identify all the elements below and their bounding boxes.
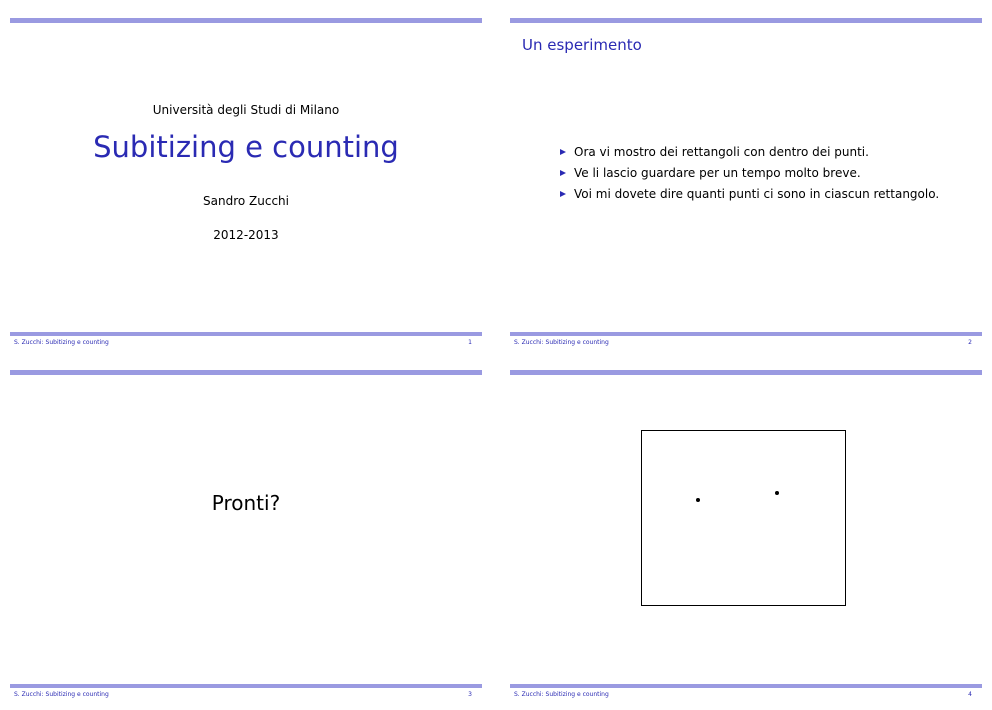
slide-4 [510, 370, 982, 710]
slide-1 [10, 18, 482, 358]
footer-bar [510, 684, 982, 688]
list-item [560, 162, 939, 183]
footer-title: S. Zucchi: Subitizing e counting [14, 339, 109, 346]
prompt-text: Pronti? [211, 491, 281, 515]
frame-title: Un esperimento [522, 36, 642, 54]
slide-2 [510, 18, 982, 358]
list-item [560, 183, 939, 204]
bullet-list [560, 141, 939, 204]
slide-3 [10, 370, 482, 710]
bullet-triangle-icon [560, 170, 566, 176]
footer-title: S. Zucchi: Subitizing e counting [14, 691, 109, 698]
bullet-text: Voi mi dovete dire quanti punti ci sono in ciascun rettangolo. [574, 186, 940, 201]
author-name: Sandro Zucchi [203, 194, 289, 208]
footer-bar [10, 684, 482, 688]
institution-name: Università degli Studi di Milano [152, 103, 340, 117]
bullet-text: Ve li lascio guardare per un tempo molto breve. [574, 165, 861, 180]
dot-rectangle [641, 430, 846, 606]
header-bar [510, 370, 982, 375]
footer-bar [10, 332, 482, 336]
presentation-title: Subitizing e counting [93, 130, 399, 164]
bullet-triangle-icon [560, 149, 566, 155]
dot [775, 491, 779, 495]
header-bar [10, 18, 482, 23]
page-number: 1 [468, 339, 472, 346]
presentation-date: 2012-2013 [213, 228, 279, 242]
footer-title: S. Zucchi: Subitizing e counting [514, 339, 609, 346]
page-number: 2 [968, 339, 972, 346]
list-item [560, 141, 939, 162]
dot [696, 498, 700, 502]
page-number: 3 [468, 691, 472, 698]
header-bar [510, 18, 982, 23]
header-bar [10, 370, 482, 375]
bullet-triangle-icon [560, 191, 566, 197]
bullet-text: Ora vi mostro dei rettangoli con dentro dei punti. [574, 144, 869, 159]
footer-bar [510, 332, 982, 336]
footer-title: S. Zucchi: Subitizing e counting [514, 691, 609, 698]
page-number: 4 [968, 691, 972, 698]
